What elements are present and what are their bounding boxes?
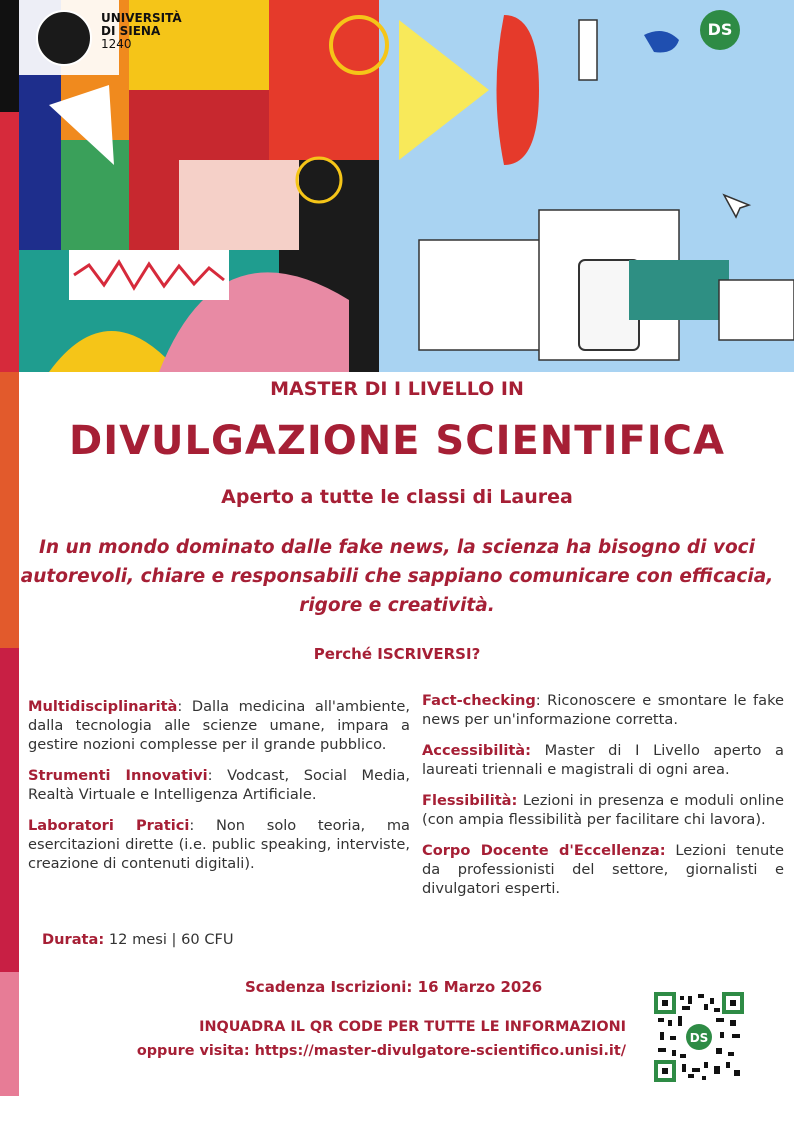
university-year: 1240 xyxy=(101,37,132,51)
benefit-label: Corpo Docente d'Eccellenza: xyxy=(422,842,666,859)
benefit-item xyxy=(422,741,784,779)
benefit-text: : Vodcast, Social Media, Realtà Virtuale e Intelligenza Artificiale. xyxy=(28,767,411,803)
benefits-right-column xyxy=(422,691,784,910)
benefit-text: Lezioni in presenza e moduli online (con ampia flessibilità per facilitare chi lavora). xyxy=(422,792,784,828)
benefit-text: : Non solo teoria, ma esercitazioni dirette (i.e. public speaking, interviste, creazione di contenuti digitali). xyxy=(28,817,410,872)
university-seal-logo xyxy=(36,10,92,66)
registration-deadline: Scadenza Iscrizioni: 16 Marzo 2026 xyxy=(245,978,543,996)
benefit-item xyxy=(28,816,410,873)
university-city: DI SIENA xyxy=(101,24,161,38)
benefit-text: Lezioni tenute da professionisti del settore, giornalisti e divulgatori esperti. xyxy=(422,842,784,897)
qr-center-logo: DS xyxy=(689,1031,709,1045)
benefit-label: Accessibilità: xyxy=(422,742,531,759)
left-color-bar xyxy=(0,0,19,1123)
university-logo-text xyxy=(101,12,182,51)
master-kicker: MASTER DI I LIVELLO IN xyxy=(270,378,524,400)
duration-info xyxy=(42,931,234,948)
duration-value: 12 mesi | 60 CFU xyxy=(104,931,234,948)
benefit-label: Flessibilità: xyxy=(422,792,518,809)
benefit-text: : Dalla medicina all'ambiente, dalla tecnologia alle scienze umane, impara a gestire nozioni complesse per il grande pubblico. xyxy=(28,698,410,753)
benefit-item xyxy=(28,766,410,804)
benefit-label: Fact-checking xyxy=(422,692,536,709)
website-link[interactable]: oppure visita: https://master-divulgatore-scientifico.unisi.it/ xyxy=(136,1043,626,1059)
duration-label: Durata: xyxy=(42,931,105,948)
benefit-item xyxy=(422,791,784,829)
benefit-label: Laboratori Pratici xyxy=(28,817,190,834)
benefits-left-column xyxy=(28,697,410,885)
master-title: DIVULGAZIONE SCIENTIFICA xyxy=(69,418,725,464)
why-heading: Perché ISCRIVERSI? xyxy=(313,645,481,663)
qr-call-to-action: INQUADRA IL QR CODE PER TUTTE LE INFORMAZIONI xyxy=(199,1019,626,1035)
intro-quote: In un mondo dominato dalle fake news, la scienza ha bisogno di voci autorevoli, chiare e responsabili che sappiano comunicare con efficacia, rigore e creatività. xyxy=(20,537,774,616)
hero-illustration xyxy=(19,0,794,372)
benefit-text: Master di I Livello aperto a laureati triennali e magistrali di ogni area. xyxy=(422,742,784,778)
university-name: UNIVERSITÀ xyxy=(101,11,182,25)
department-logo: DS xyxy=(700,10,740,50)
benefit-label: Strumenti Innovativi xyxy=(28,767,208,784)
benefit-item xyxy=(422,841,784,898)
master-subtitle: Aperto a tutte le classi di Laurea xyxy=(221,486,573,508)
benefit-item xyxy=(28,697,410,754)
benefit-label: Multidisciplinarità xyxy=(28,698,178,715)
benefit-item xyxy=(422,691,784,729)
benefit-text: : Riconoscere e smontare le fake news per un'informazione corretta. xyxy=(422,692,784,728)
qr-code-icon[interactable] xyxy=(654,992,744,1082)
